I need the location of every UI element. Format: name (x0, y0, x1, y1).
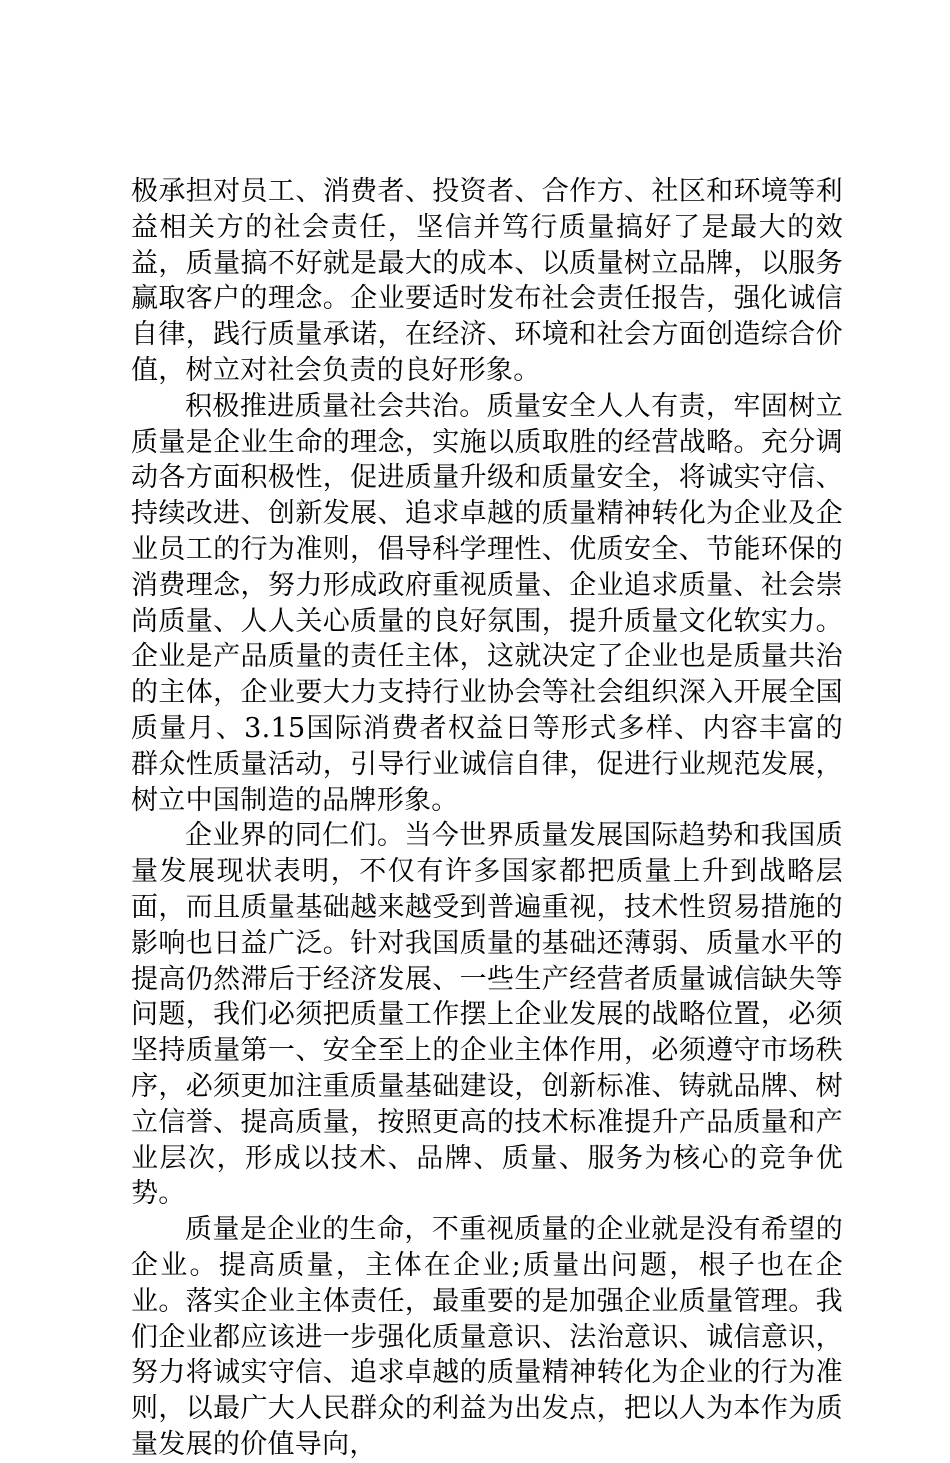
document-body (131, 174, 843, 1463)
paragraph-2: 积极推进质量社会共治。质量安全人人有责，牢固树立质量是企业生命的理念，实施以质取胜的经营战略。充分调动各方面积极性，促进质量升级和质量安全，将诚实守信、持续改进、创新发展、追求卓越的质量精神转化为企业及企业员工的行为准则，倡导科学理性、优质安全、节能环保的消费理念，努力形成政府重视质量、企业追求质量、社会崇尚质量、人人关心质量的良好氛围，提升质量文化软实力。企业是产品质量的责任主体，这就决定了企业也是质量共治的主体，企业要大力支持行业协会等社会组织深入开展全国质量月、3.15国际消费者权益日等形式多样、内容丰富的群众性质量活动，引导行业诚信自律，促进行业规范发展，树立中国制造的品牌形象。 (131, 390, 843, 816)
paragraph-1: 极承担对员工、消费者、投资者、合作方、社区和环境等利益相关方的社会责任，坚信并笃行质量搞好了是最大的效益，质量搞不好就是最大的成本、以质量树立品牌，以服务赢取客户的理念。企业要适时发布社会责任报告，强化诚信自律，践行质量承诺，在经济、环境和社会方面创造综合价值，树立对社会负责的良好形象。 (131, 176, 843, 386)
paragraph-4: 质量是企业的生命，不重视质量的企业就是没有希望的企业。提高质量，主体在企业;质量出问题，根子也在企业。落实企业主体责任，最重要的是加强企业质量管理。我们企业都应该进一步强化质量意识、法治意识、诚信意识，努力将诚实守信、追求卓越的质量精神转化为企业的行为准则，以最广大人民群众的利益为出发点，把以人为本作为质量发展的价值导向， (131, 1214, 843, 1460)
paragraph-3: 企业界的同仁们。当今世界质量发展国际趋势和我国质量发展现状表明，不仅有许多国家都把质量上升到战略层面，而且质量基础越来越受到普遍重视，技术性贸易措施的影响也日益广泛。针对我国质量的基础还薄弱、质量水平的提高仍然滞后于经济发展、一些生产经营者质量诚信缺失等问题，我们必须把质量工作摆上企业发展的战略位置，必须坚持质量第一、安全至上的企业主体作用，必须遵守市场秩序，必须更加注重质量基础建设，创新标准、铸就品牌、树立信誉、提高质量，按照更高的技术标准提升产品质量和产业层次，形成以技术、品牌、质量、服务为核心的竞争优势。 (131, 820, 843, 1210)
